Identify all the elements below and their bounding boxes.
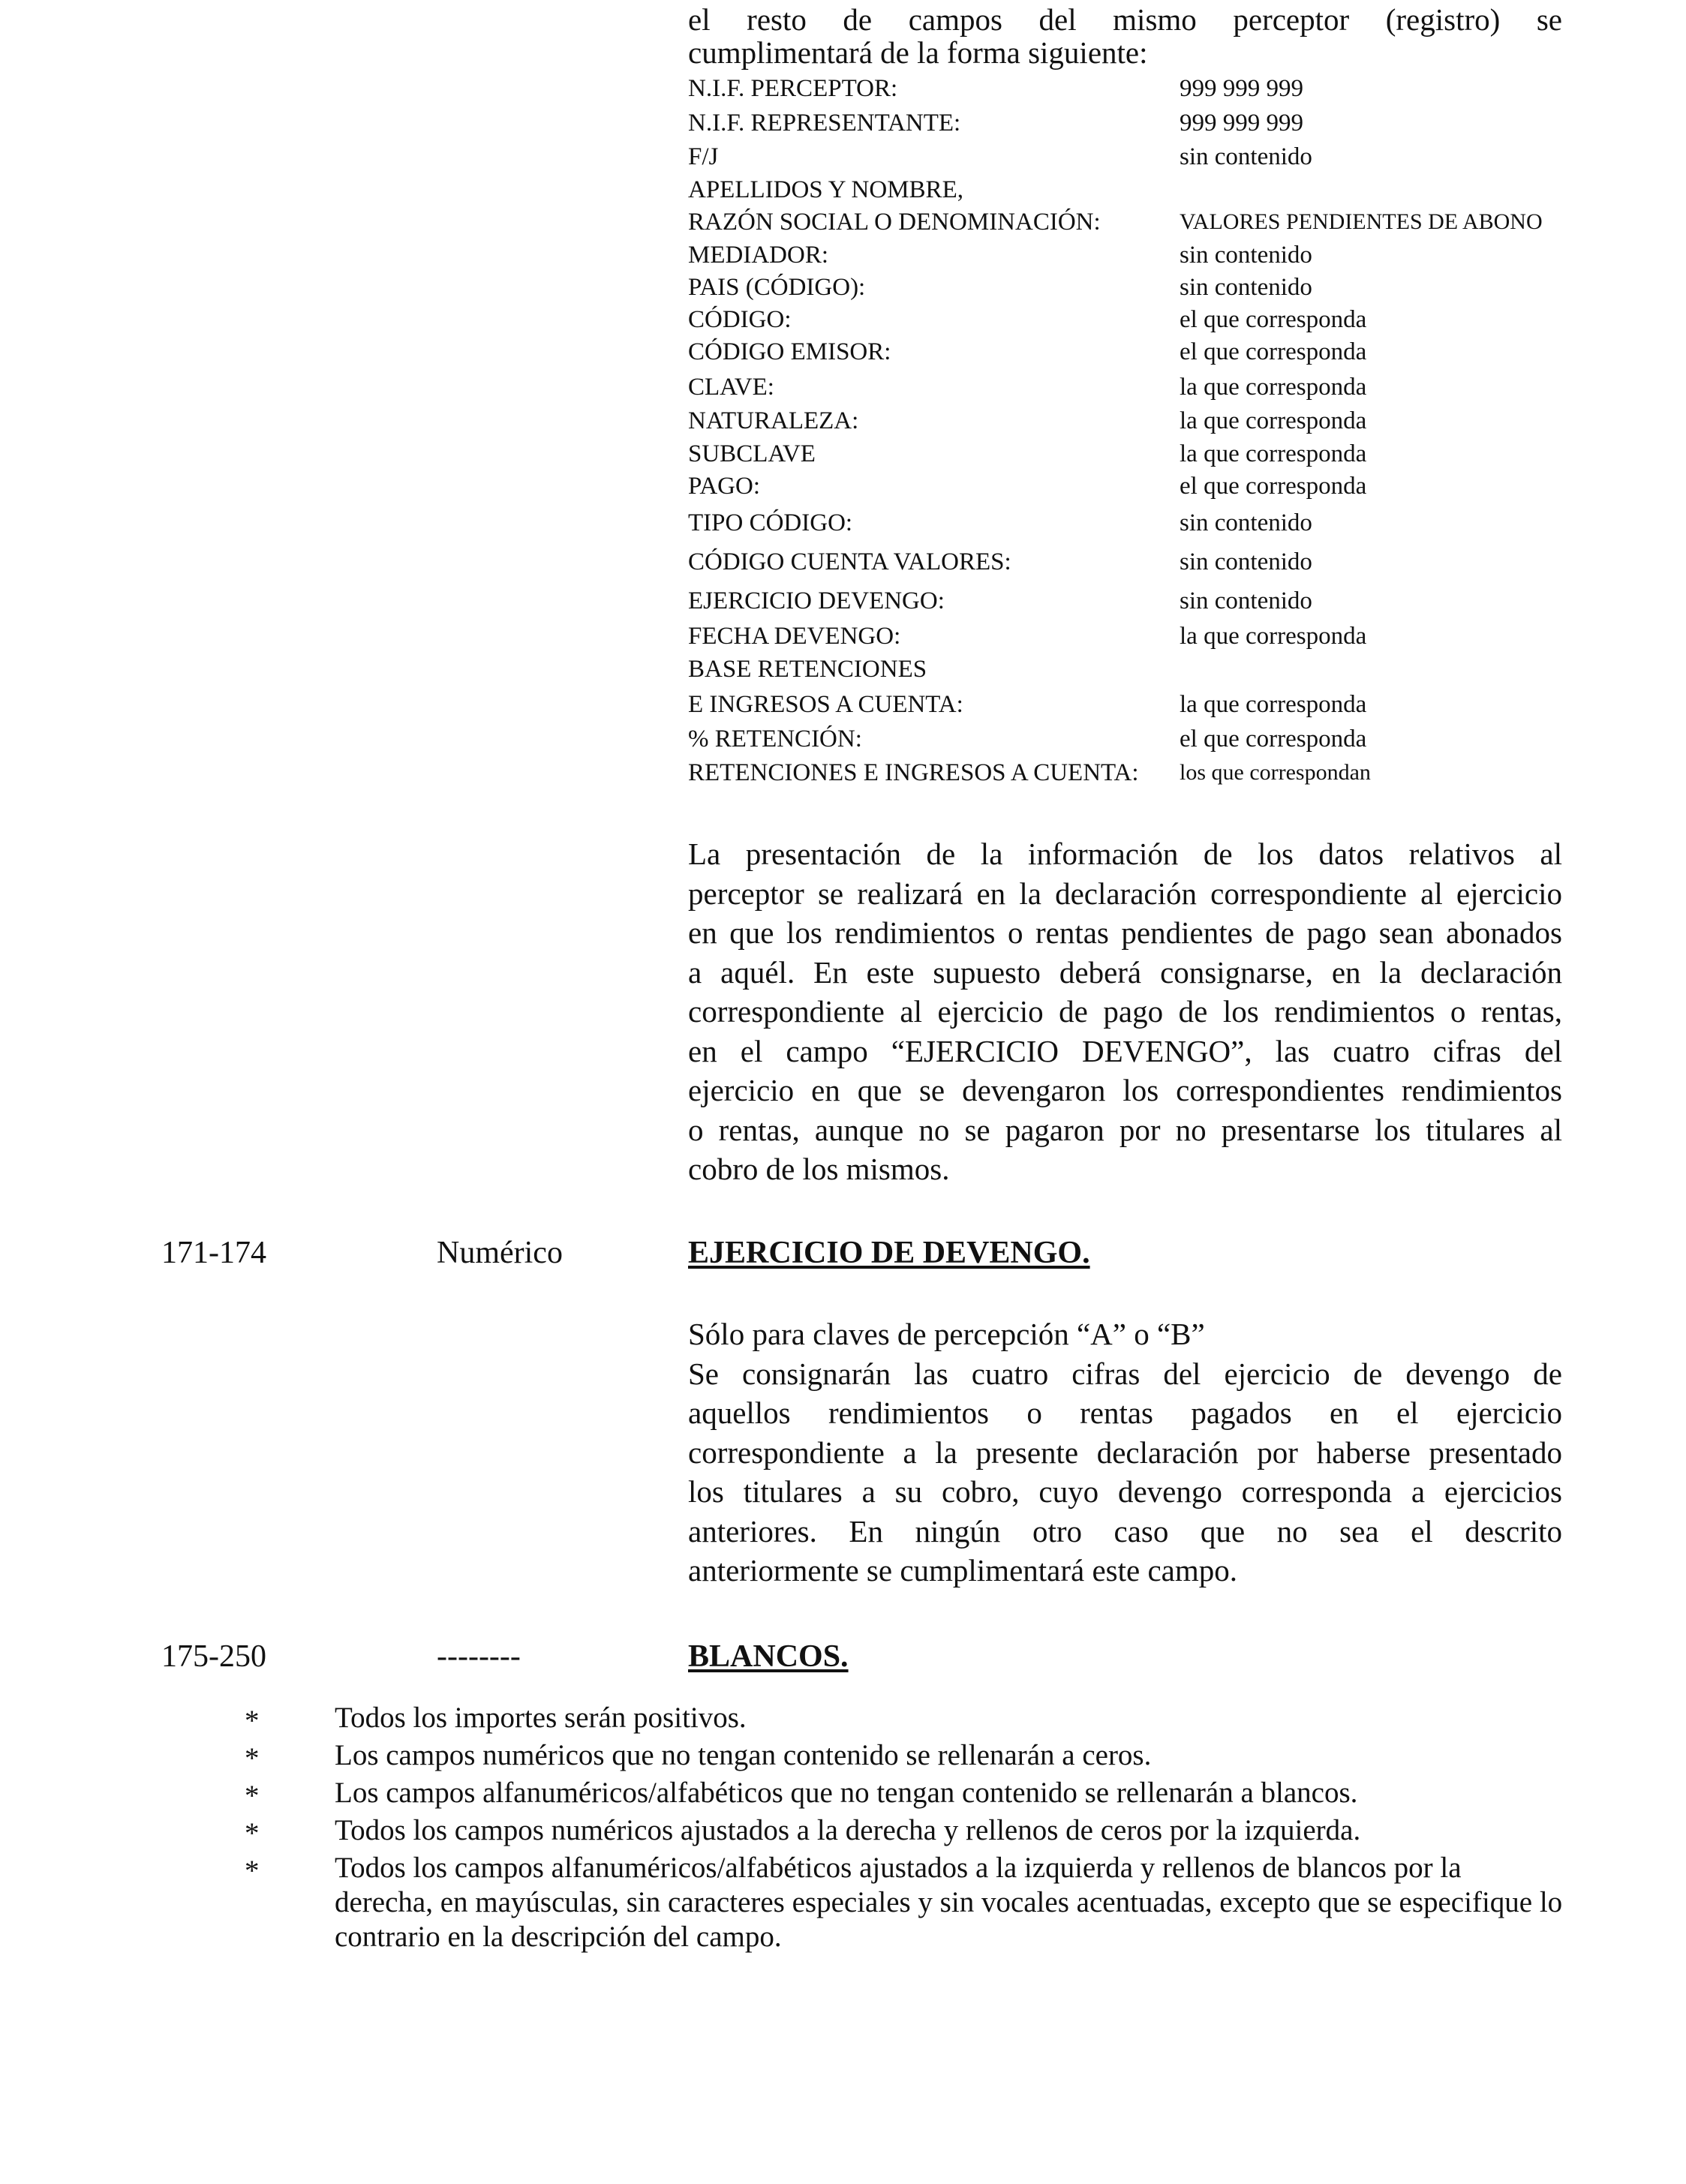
field-label: N.I.F. REPRESENTANTE: [688,110,961,137]
field-row [688,620,1573,653]
field-value: el que corresponda [1180,473,1367,500]
field-label: TIPO CÓDIGO: [688,509,853,536]
note-text: Todos los campos alfanuméricos/alfabéticos ajustados a la izquierda y rellenos de blancos por la derecha, en mayúsculas, sin caracteres especiales y sin vocales acentuadas, excepto que se especifique lo contrario en la descripción del campo. [335,1852,1563,1953]
field-row [688,173,1573,206]
field-label: MEDIADOR: [688,242,828,269]
field-row [688,545,1573,578]
field-value: sin contenido [1180,143,1312,170]
field-type: -------- [437,1639,521,1674]
paragraph-line: aquellos rendimientos o rentas pagados en el ejercicio [688,1395,1562,1430]
note-text: Todos los importes serán positivos. [335,1702,747,1734]
field-label: SUBCLAVE [688,440,816,467]
field-row [688,107,1573,140]
field-position: 171-174 [161,1236,266,1270]
intro-line-2: cumplimentará de la forma siguiente: [688,35,1148,70]
section-ejercicio-devengo [0,1230,1686,1275]
field-label: PAIS (CÓDIGO): [688,274,866,301]
paragraph-line: ejercicio en que se devengaron los correspondientes rendimientos [688,1073,1562,1107]
paragraph-line: anteriormente se cumplimentará este campo. [688,1553,1237,1588]
field-label: E INGRESOS A CUENTA: [688,691,963,718]
section-title: EJERCICIO DE DEVENGO. [688,1236,1090,1270]
field-row [688,470,1573,503]
paragraph-line: cobro de los mismos. [688,1152,950,1186]
field-value: la que corresponda [1180,374,1367,401]
paragraph-line: correspondiente al ejercicio de pago de los rendimientos o rentas, [688,994,1562,1029]
field-value: los que correspondan [1180,760,1371,785]
field-value: el que corresponda [1180,306,1367,333]
section-blancos [0,1634,1686,1679]
field-row [688,271,1573,304]
field-value: 999 999 999 [1180,75,1303,102]
field-value: 999 999 999 [1180,110,1303,137]
field-value: sin contenido [1180,274,1312,301]
field-row [688,653,1573,686]
field-row [688,756,1573,789]
field-row [688,303,1573,336]
bullet-asterisk: * [245,1817,260,1849]
field-row [688,506,1573,539]
field-value: sin contenido [1180,242,1312,269]
field-label: N.I.F. PERCEPTOR: [688,75,898,102]
field-row [688,206,1573,239]
field-label: APELLIDOS Y NOMBRE, [688,176,963,203]
note-text: Los campos alfanuméricos/alfabéticos que no tengan contenido se rellenarán a blancos. [335,1777,1358,1809]
field-label: CLAVE: [688,374,774,401]
paragraph-line: perceptor se realizará en la declaración correspondiente al ejercicio [688,876,1562,911]
intro-line-1: el resto de campos del mismo perceptor (registro) se [688,2,1562,37]
paragraph-line: o rentas, aunque no se pagaron por no presentarse los titulares al [688,1112,1562,1147]
paragraph-line: Se consignarán las cuatro cifras del ejercicio de devengo de [688,1356,1562,1391]
paragraph-line: Sólo para claves de percepción “A” o “B” [688,1317,1205,1351]
paragraph-ejercicio-devengo [688,1314,1562,1591]
paragraph-presentacion [688,834,1562,1189]
field-label: CÓDIGO EMISOR: [688,338,891,365]
field-row [688,140,1573,173]
paragraph-line: a aquél. En este supuesto deberá consignarse, en la declaración [688,954,1562,990]
field-value: la que corresponda [1180,440,1367,467]
paragraph-line: en que los rendimientos o rentas pendientes de pago sean abonados [688,915,1562,950]
field-value: sin contenido [1180,509,1312,536]
field-row [688,72,1573,105]
field-row [688,688,1573,721]
paragraph-line: anteriores. En ningún otro caso que no sea el descrito [688,1513,1562,1549]
paragraph-line: los titulares a su cobro, cuyo devengo corresponda a ejercicios [688,1474,1562,1509]
field-row [688,239,1573,272]
bullet-asterisk: * [245,1780,260,1812]
field-label: CÓDIGO CUENTA VALORES: [688,548,1011,575]
field-value: el que corresponda [1180,338,1367,365]
note-text: Los campos numéricos que no tengan contenido se rellenarán a ceros. [335,1739,1152,1771]
field-label: EJERCICIO DEVENGO: [688,587,945,614]
field-label: NATURALEZA: [688,407,859,434]
bullet-asterisk: * [245,1742,260,1774]
field-type: Numérico [437,1236,563,1270]
field-row [688,722,1573,756]
field-label: % RETENCIÓN: [688,725,862,753]
paragraph-line: en el campo “EJERCICIO DEVENGO”, las cuatro cifras del [688,1033,1562,1068]
note-text: Todos los campos numéricos ajustados a la derecha y rellenos de ceros por la izquierda. [335,1814,1361,1846]
field-value: la que corresponda [1180,691,1367,718]
bullet-asterisk: * [245,1705,260,1737]
field-value: la que corresponda [1180,407,1367,434]
section-title: BLANCOS. [688,1639,849,1674]
field-row [688,335,1573,368]
field-label: RAZÓN SOCIAL O DENOMINACIÓN: [688,209,1101,236]
field-label: CÓDIGO: [688,306,792,333]
field-row [688,371,1573,404]
field-value: sin contenido [1180,587,1312,614]
field-value: VALORES PENDIENTES DE ABONO [1180,209,1543,234]
field-value: la que corresponda [1180,623,1367,650]
field-label: F/J [688,143,719,170]
field-value: sin contenido [1180,548,1312,575]
field-row [688,584,1573,617]
field-position: 175-250 [161,1639,266,1674]
field-label: PAGO: [688,473,760,500]
field-value: el que corresponda [1180,725,1367,753]
bullet-asterisk: * [245,1855,260,1887]
field-label: BASE RETENCIONES [688,656,927,683]
paragraph-line: correspondiente a la presente declaración por haberse presentado [688,1434,1562,1470]
field-label: FECHA DEVENGO: [688,623,901,650]
field-row [688,437,1573,470]
field-label: RETENCIONES E INGRESOS A CUENTA: [688,759,1139,786]
field-row [688,404,1573,437]
paragraph-line: La presentación de la información de los datos relativos al [688,837,1562,871]
